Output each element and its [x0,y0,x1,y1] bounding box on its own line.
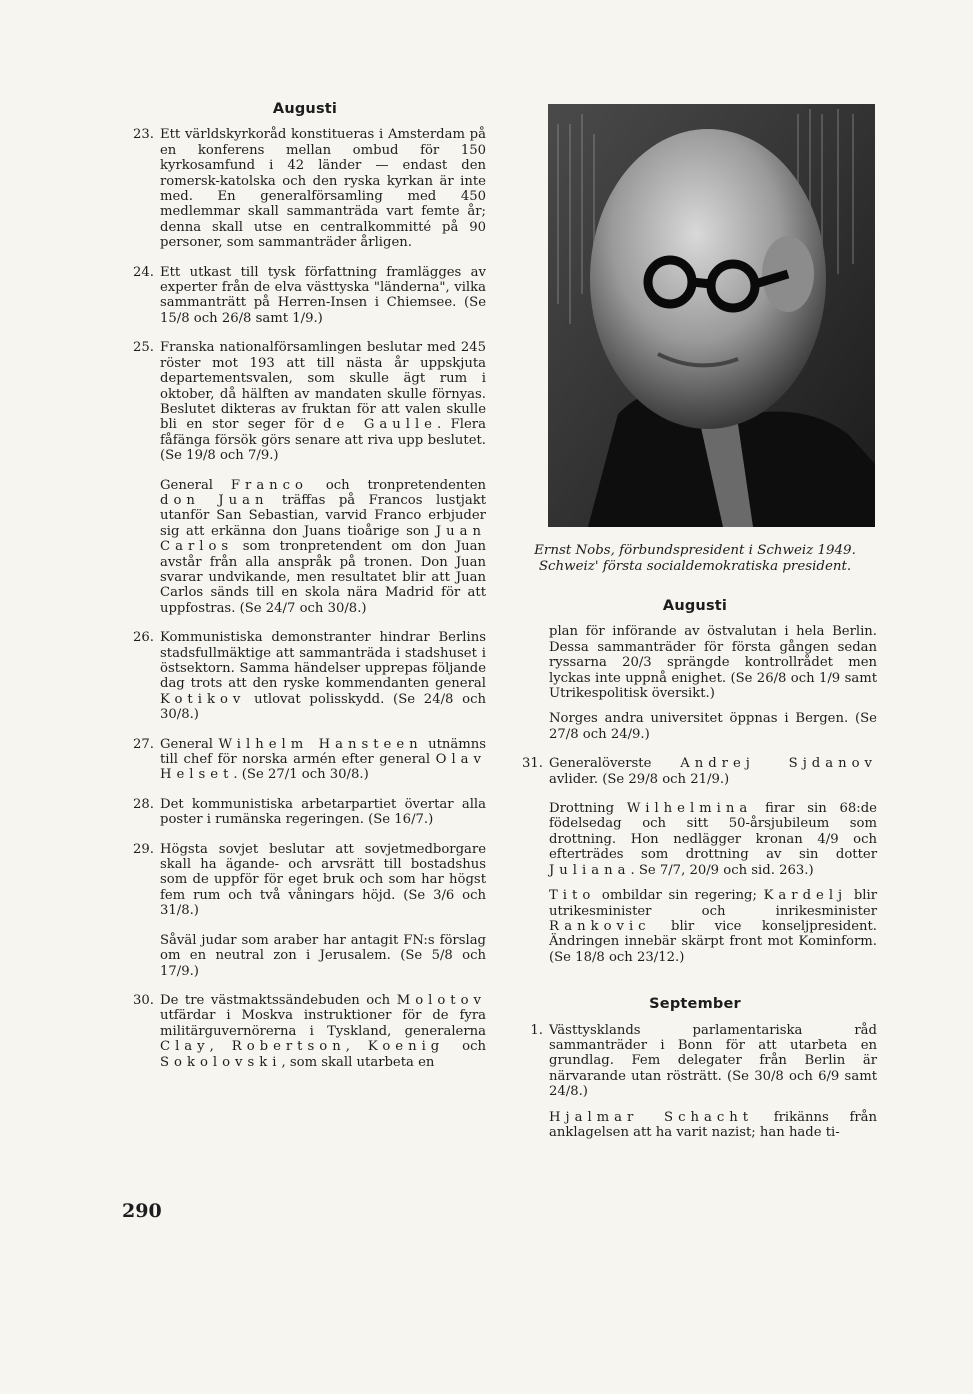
entry-30-bergen [513,711,877,742]
entry-number: 27. [133,736,154,752]
entry-text: , [209,1039,232,1055]
entry-number: 24. [133,264,154,280]
photo-caption [513,543,877,575]
entry-30-cont [513,624,877,701]
spaced-name: Clay [160,1039,210,1055]
section-heading-augusti: Augusti [272,101,338,117]
entry-text: utfärdar i Moskva instruktioner för de fyra militärguvernörerna i Tyskland, generalerna [160,1008,486,1039]
spaced-name: Hjalmar Schacht [549,1109,754,1125]
spaced-name: Andrej Sjdanov [680,756,877,772]
entry-25 [124,340,486,463]
spaced-name: Sokolovski [160,1054,282,1070]
section-heading-september: September [649,996,741,1013]
entry-27 [124,737,486,783]
entry-text: träffas på Francos lustjakt utanför San Sebastian, varvid Franco erbjuder sig att erkänna don Juans tioårige son [160,492,486,539]
entry-text: plan för införande av östvalutan i hela Berlin. Dessa sammanträder för första gången sedan ryssarna 20/3 sprängde kontrollrådet men lyckas inte uppnå enighet. (Se 26/8 och 1/9 samt Utrikespolitisk översikt.) [549,624,877,702]
entry-text: Generalöverste [549,756,681,772]
entry-sept-1-schacht [513,1110,877,1141]
spaced-name: don Juan [160,492,269,508]
entry-text: som tronpretendent om don Juan avstår från alla anspråk på tronen. Don Juan svarar undvikande, men resultatet blir att Juan Carlos sänds till en skola nära Madrid för att uppfostras. (Se 24/7 och 30/8.) [160,539,486,616]
entry-text: . Flera fåfänga försök görs senare att riva upp beslutet. (Se 19/8 och 7/9.) [160,417,486,464]
spaced-name: Olav Helset [160,752,486,783]
entry-text: blir vice konseljpresident. Ändringen innebär skärpt front mot Kominform. (Se 18/8 och 23/12.) [549,918,877,965]
caption-line: Ernst Nobs, förbundspresident i Schweiz 1949. [534,543,856,558]
spaced-name: Robertson [231,1039,346,1055]
entry-text: , [345,1039,368,1055]
entry-sept-1 [513,1023,877,1100]
entry-text: Ett världskyrkoråd konstitueras i Amsterdam på en konferens mellan ombud för 150 kyrkosamfund i 42 länder — endast den romersk-katolska och den ryska kyrkan är inte med. En generalförsamling med 450 medlemmar skall sammanträda vart femte år; denna skall utse en centralkommitté på 90 personer, som sammanträder årligen. [160,127,486,251]
entry-29-jerusalem [124,933,486,979]
spaced-name: Tito [549,888,596,904]
entry-text: Franska nationalförsamlingen beslutar med 245 röster mot 193 att till nästa år uppskjuta departementsvalen, som skulle ägt rum i oktober, då hälften av mandaten skulle förnyas. Beslutet dikteras av fruktan för att valen skulle bli en stor seger för [160,340,486,433]
entry-24 [124,265,486,327]
entry-text: frikänns från anklagelsen att ha varit nazist; han hade ti- [549,1109,877,1140]
entry-29 [124,842,486,919]
entry-text: General [160,736,219,752]
entry-text: . Se 7/7, 20/9 och sid. 263.) [630,862,814,878]
spaced-name: de Gaulle [323,417,437,433]
entry-text: ombildar sin regering; [595,888,764,904]
entry-text: Norges andra universitet öppnas i Bergen. (Se 27/8 och 24/9.) [549,711,877,742]
entry-number: 30. [133,992,154,1008]
entry-25-franco [124,478,486,617]
entry-31-tito [513,888,877,965]
entry-text: De tre västmaktssändebuden och [160,992,397,1008]
entry-text: och tronpretendenten [308,477,486,493]
entry-31 [513,756,877,787]
spaced-name: Franco [230,477,308,493]
entry-text: Drottning [549,801,627,817]
entry-number: 28. [133,796,154,812]
entry-text: utlovat polisskydd. (Se 24/8 och 30/8.) [160,691,486,723]
spaced-name: Rankovic [549,918,651,934]
entry-text: Västtysklands parlamentariska råd sammanträder i Bonn för att utarbeta en grundlag. Fem delegater från Berlin är närvarande utan rösträtt. (Se 30/8 och 6/9 samt 24/8.) [549,1022,877,1100]
entry-28 [124,797,486,828]
entry-30 [124,993,486,1070]
entry-number: 23. [133,127,154,143]
spaced-name: Molotov [396,992,486,1008]
entry-23 [124,127,486,250]
entry-text: General [160,477,231,493]
entry-text: och [444,1039,486,1055]
entry-text: . (Se 27/1 och 30/8.) [233,767,369,783]
entry-31-wilhelmina [513,801,877,878]
spaced-name: Kardelj [763,888,848,904]
spaced-name: Wilhelmina [626,801,753,817]
caption-line: Schweiz' första socialdemokratiska president. [538,559,852,574]
entry-number: 29. [133,841,154,857]
entry-text: , som skall utarbeta en [281,1054,435,1070]
spaced-name: Wilhelm Hansteen [218,736,423,752]
entry-text: Högsta sovjet beslutar att sovjetmedborgare skall ha ägande- och arvsrätt till bostadshus som de uppför för eget bruk och som har högst fem rum och två våningars höjd. (Se 3/6 och 31/8.) [160,841,486,919]
entry-text: Det kommunistiska arbetarpartiet övertar alla poster i rumänska regeringen. (Se 16/7.) [160,796,486,828]
entry-text: Såväl judar som araber har antagit FN:s förslag om en neutral zon i Jerusalem. (Se 5/8 och 17/9.) [160,932,486,979]
portrait-photo [548,104,875,527]
entry-text: utnämns till chef för norska armén efter general [160,736,487,768]
entry-text: firar sin 68:de födelsedag och sitt 50-årsjubileum som drottning. Hon nedlägger kronan 4/9 och efterträdes som drottning av sin dotter [549,801,877,863]
entry-text: avlider. (Se 29/8 och 21/9.) [549,771,730,787]
portrait-image [548,104,875,527]
left-column [124,102,486,1070]
entry-number: 31. [522,756,543,772]
entry-text: Kommunistiska demonstranter hindrar Berlins stadsfullmäktige att sammanträda i stadshuset i östsektorn. Samma händelser upprepas följande dag trots att den ryske kommendanten general [160,630,486,692]
entry-text: blir utrikesminister och inrikesminister [549,888,877,919]
entry-number: 26. [133,630,154,646]
page-number: 290 [122,1200,162,1222]
section-heading-augusti-right: Augusti [662,598,728,614]
spaced-name: Juan Carlos [160,523,486,555]
spaced-name: Koenig [367,1039,445,1055]
entry-number: 25. [133,340,154,356]
spaced-name: Juliana [549,862,631,878]
entry-text: Ett utkast till tysk författning framlägges av experter från de elva västtyska "länderna", vilka sammanträtt på Herren-Insen i Chiemsee. (Se 15/8 och 26/8 samt 1/9.) [160,264,486,326]
spaced-name: Kotikov [160,691,246,707]
entry-26 [124,630,486,722]
entry-number: 1. [530,1022,543,1038]
right-column [513,102,877,1140]
